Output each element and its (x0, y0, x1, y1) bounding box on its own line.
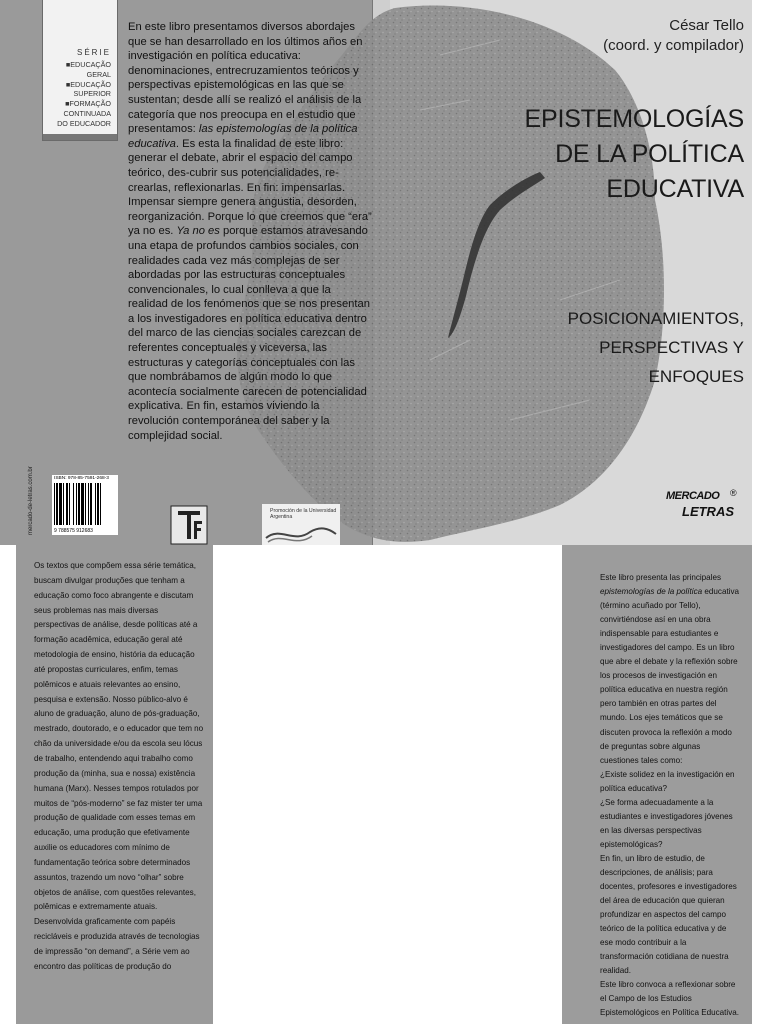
barcode (54, 483, 116, 525)
author-name: César Tello (669, 17, 744, 34)
subtitle-line: PERSPECTIVAS Y (599, 338, 744, 357)
left-flap (16, 545, 213, 1024)
barcode-bar (56, 483, 58, 525)
promo-text: Promoción de la Universidad Argentina (270, 508, 337, 520)
barcode-bar (81, 483, 84, 525)
barcode-bar (76, 483, 77, 525)
blurb-text: . Es esta la finalidad de este libro: generar el debate, abrir el espacio del campo teórico, des-cubrir sus potencialidades, re-crearlas, reflexionarlas. En fin: impensarlas. Impensar siempre genera angustia, desorden, reorganización. Porque lo que creemos que “era” ya no es. (128, 137, 372, 238)
left-flap-text: Os textos que compõem essa série temática, buscam divulgar produções que tenham a educação como foco abrangente e discutam seus problemas nas mais diversas perspectivas de análise, desde políticas até a formação acadêmica, educação geral até metodologia de ensino, história da educação até propostas curriculares, enfim, temas polêmicos e atuais relevantes ao ensino, pesquisa e extensão. Nosso público-alvo é aluno de graduação, aluno de pós-graduação, mestrado, doutorado, e o educador que tem no chão da universidade e/ou da escola seu lócus de trabalho, entendendo aqui trabalho como produção da (minha, sua e nossa) existência humana (Marx). Nesses tempos rotulados por muitos de “pós-moderno” se faz mister ter uma produção de qualidade com esses temas em educação, uma produção que efetivamente auxilie os educadores com mínimo de fundamentação teórica sobre determinados assuntos, trazendo um novo “olhar” sobre objetos de análise, com questões relevantes, polêmicas e extremamente atuais. Desenvolvida graficamente com papéis recicláveis e produzida através de tecnologias de impressão “on demand”, a Série vem ao encontro das políticas de produção do (34, 561, 204, 971)
flap-text: Este libro presenta las principales (600, 573, 722, 582)
registered-mark: ® (730, 488, 737, 498)
barcode-bar (69, 483, 70, 525)
book-subtitle (568, 304, 744, 391)
publisher-url: mercado-de-letras.com.br (28, 466, 34, 535)
series-item: ■FORMAÇÃO (65, 99, 111, 109)
barcode-bar (59, 483, 62, 525)
flap-italic: epistemologías de la política (600, 587, 703, 597)
flap-text: educativa (término acuñado por Tello), convirtiéndose así en una obra indispensable para estudiantes e investigadores del campo. Es un libro que abre el debate y la reflexión sobre los procesos de investigación en política educativa en nuestra región pero también en otras partes del mundo. Los ejes temáticos que se discuten provoca la reflexión a modo de preguntas sobre algunas cuestiones tales como: (600, 587, 740, 765)
barcode-bar (73, 483, 74, 525)
blank-page (213, 545, 562, 1024)
barcode-bar (66, 483, 68, 525)
series-bar (43, 134, 117, 140)
series-item: GERAL (86, 69, 111, 79)
blurb-text: En este libro presentamos diversos abordajes que se han desarrollado en los últimos años en investigación en política educativa: denominaciones, entrecruzamientos teóricos y perspectivas epistemológicas en las que se sustentan; desde allí se realizó el análisis de la categoría que nos preocupa en el estudio que presentamos: (128, 21, 363, 136)
subtitle-line: ENFOQUES (648, 367, 744, 386)
barcode-bar (100, 483, 101, 525)
flap-question: ¿Existe solidez en la investigación en política educativa? (600, 769, 735, 793)
promo-logo (262, 504, 340, 545)
title-line: EPISTEMOLOGÍAS (524, 105, 744, 133)
barcode-bar (95, 483, 96, 525)
subtitle-line: POSICIONAMIENTOS, (567, 309, 744, 328)
series-list (43, 60, 111, 129)
isbn-block (52, 475, 118, 535)
blurb-italic: Ya no es (176, 225, 220, 238)
barcode-bar (97, 483, 99, 525)
right-flap (562, 545, 752, 1024)
barcode-bar (85, 483, 86, 525)
series-item: ■EDUCAÇÃO (65, 60, 111, 69)
series-item: DO EDUCADOR (57, 118, 111, 128)
title-line: EDUCATIVA (606, 175, 744, 203)
blurb-text: porque estamos atravesando una etapa de profundos cambios sociales, con realidades cada vez más complejas de ser abordadas por las estructuras conceptuales convencionales, lo cual conlleva a que la realidad de los fenómenos que se nos presentan a los investigadores en política educativa dentro del marco de las ciencias sociales carezcan de referentes conceptuales y viceversa, las estructuras y categorías conceptuales con las que nombrábamos de algún modo lo que acontecía socialmente carecen de potencialidad explicativa. En fin, estamos viviendo la revolución contemporánea del saber y la complejidad social. (128, 225, 370, 442)
publisher-logo (660, 490, 740, 530)
barcode-bar (54, 483, 55, 525)
barcode-bar (90, 483, 92, 525)
back-cover-blurb (128, 20, 372, 443)
series-title: SÉRIE (76, 48, 111, 57)
promo-wave-icon (262, 504, 340, 545)
right-flap-text (600, 571, 740, 1021)
barcode-bar (63, 483, 64, 525)
flap-paragraph: Este libro convoca a reflexionar sobre el Campo de los Estudios Epistemológicos en Política Educativa. (600, 980, 740, 1018)
publisher-name-line2: LETRAS (682, 504, 734, 519)
isbn-text: ISBN: 978-85-7591-268-3 (54, 476, 109, 481)
flap-question: ¿Se forma adecuadamente a la estudiantes e investigadores jóvenes en las diversas perspectivas epistemológicas? (600, 797, 733, 849)
flap-paragraph: En fin, un libro de estudio, de descripciones, de análisis; para docentes, profesores e investigadores del área de educación que quieran profundizar en aspectos del campo teórico de la política educativa y de ese modo contribuir a la transformación cotidiana de nuestra realidad. (600, 853, 737, 976)
barcode-bar (88, 483, 89, 525)
author-role: (coord. y compilador) (603, 37, 744, 54)
tf-logo (170, 505, 208, 545)
author-block (603, 16, 744, 56)
book-title (525, 102, 744, 207)
blurb-italic: las epistemologías de la política educativa (128, 123, 358, 150)
series-item: SUPERIOR (73, 89, 111, 99)
series-box (42, 0, 118, 141)
series-item: ■EDUCAÇÃO (65, 79, 111, 89)
barcode-number: 9 788575 912683 (54, 528, 93, 534)
title-line: DE LA POLÍTICA (555, 140, 744, 168)
series-item: CONTINUADA (63, 108, 111, 118)
publisher-name-line1: MERCADO (666, 490, 720, 502)
barcode-bar (78, 483, 80, 525)
